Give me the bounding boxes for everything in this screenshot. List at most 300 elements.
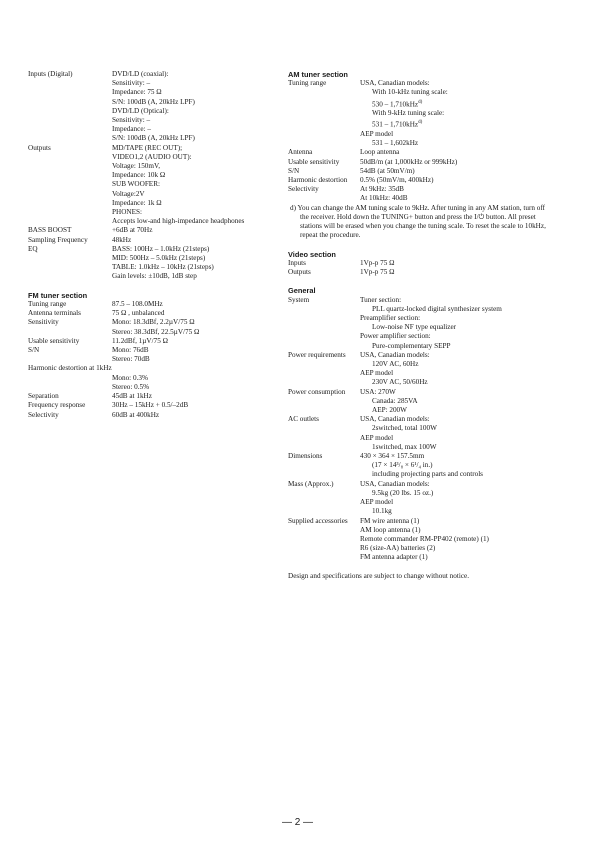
spec-label: Outputs [28, 143, 51, 152]
spec-value [112, 318, 195, 327]
spec-row [288, 167, 578, 176]
spec-label: Tuning range [28, 300, 67, 309]
spec-value-text: Impedance: 1k Ω [112, 198, 162, 207]
footnote-marker: d) [418, 99, 423, 105]
spec-row [28, 411, 268, 420]
spec-label [288, 406, 360, 415]
spec-row [288, 397, 578, 406]
spec-label: BASS BOOST [28, 226, 72, 235]
spec-value-text: S/N: 100dB (A, 20kHz LPF) [112, 134, 195, 143]
spec-value-text: SUB WOOFER: [112, 180, 160, 189]
spec-value-text: Impedance: 75 Ω [112, 88, 162, 97]
spec-label [28, 107, 112, 116]
spec-value-text: With 9-kHz tuning scale: [372, 109, 445, 118]
spec-value-text: Impedance: 10k Ω [112, 171, 166, 180]
spec-label: Supplied accessories [288, 516, 348, 525]
spec-value [112, 153, 192, 162]
spec-label [288, 130, 360, 139]
spec-value-text: Gain levels: ±10dB, 1dB step [112, 272, 197, 281]
section-title: General [288, 286, 316, 296]
spec-value [360, 507, 392, 516]
spec-value [360, 79, 430, 88]
spec-value [112, 300, 163, 309]
spec-label [288, 305, 360, 314]
spec-value [360, 424, 437, 433]
spec-value [112, 70, 168, 79]
spec-value [360, 360, 418, 369]
spec-row [28, 134, 268, 143]
spec-label: Sensitivity [28, 318, 59, 327]
spec-value-text: AEP model [360, 498, 394, 507]
spec-value-text: USA, Canadian models: [360, 479, 430, 488]
spec-row [288, 480, 578, 489]
spec-row [28, 272, 268, 281]
spec-row [288, 342, 578, 351]
spec-value-text: BASS: 100Hz – 1.0kHz (21steps) [112, 244, 210, 253]
spec-value [360, 332, 431, 341]
spec-value [360, 351, 430, 360]
spec-value [112, 236, 131, 245]
spec-row [28, 318, 268, 327]
spec-label: Harmonic destortion [288, 176, 348, 185]
spec-label [288, 109, 360, 118]
spec-value [112, 245, 209, 254]
spec-value-text: Accepts low-and high-impedance headphones [112, 217, 245, 226]
spec-value-text: Impedance: – [112, 125, 151, 134]
spec-label [28, 254, 112, 263]
spec-value-text: 530 – 1,710kHz [372, 100, 419, 108]
spec-value-text: 1switched, max 100W [372, 442, 437, 451]
spec-row [288, 461, 578, 470]
spec-label: Selectivity [28, 410, 59, 419]
spec-row [288, 360, 578, 369]
spec-label [288, 360, 360, 369]
spec-value [112, 171, 165, 180]
spec-row [28, 88, 268, 97]
spec-label [288, 342, 360, 351]
spec-value-text: 531 – 1,710kHz [372, 120, 419, 129]
spec-label [28, 190, 112, 199]
spec-value [360, 118, 422, 130]
spec-value [360, 296, 401, 305]
spec-value-text: 1Vp-p 75 Ω [360, 268, 395, 277]
spec-value [112, 190, 145, 199]
spec-row [28, 98, 268, 107]
spec-value [112, 180, 160, 189]
spec-value-text: 430 × 364 × 157.5mm [360, 452, 425, 461]
spec-row [288, 452, 578, 461]
spec-value-text: 54dB (at 50mV/m) [360, 166, 415, 175]
spec-row [288, 332, 578, 341]
spec-label [288, 553, 360, 562]
spec-row [288, 158, 578, 167]
spec-label: Frequency response [28, 401, 86, 410]
spec-label [28, 79, 112, 88]
spec-value [360, 434, 393, 443]
spec-value-text: 1Vp-p 75 Ω [360, 258, 395, 267]
spec-value-text: Mono: 18.3dBf, 2.2µV/75 Ω [112, 318, 195, 327]
spec-value [112, 328, 199, 337]
spec-label [288, 314, 360, 323]
spec-value-text: AEP model [360, 130, 394, 138]
spec-value [360, 489, 433, 498]
section-title: Video section [288, 249, 336, 259]
spec-value-text: Power amplifier section: [360, 332, 431, 341]
spec-row [28, 199, 268, 208]
spec-label: Power consumption [288, 387, 346, 396]
spec-row [28, 392, 268, 401]
spec-row [288, 176, 578, 185]
spec-row [288, 268, 578, 277]
spec-row [288, 507, 578, 516]
spec-label: Outputs [288, 268, 311, 277]
spec-value-text: Remote commander RM-PP402 (remote) (1) [360, 534, 489, 543]
spec-label: Inputs [288, 258, 306, 267]
spec-value-text: At 9kHz: 35dB [360, 185, 404, 194]
spec-value [112, 401, 188, 410]
spacer [288, 277, 578, 286]
spec-row [288, 369, 578, 378]
spec-value-text: VIDEO1,2 (AUDIO OUT): [112, 152, 192, 161]
spec-label [28, 328, 112, 337]
spec-column-left [28, 70, 268, 420]
spec-row [288, 378, 578, 387]
spec-value-text: MD/TAPE (REC OUT); [112, 143, 183, 152]
spec-label [28, 171, 112, 180]
spec-row [28, 162, 268, 171]
spec-column-right [288, 70, 578, 581]
spec-value-text: USA, Canadian models: [360, 79, 430, 88]
spec-value [360, 553, 428, 562]
spec-value-text: AEP: 200W [372, 406, 407, 415]
spec-value-text: Mono: 76dB [112, 346, 149, 355]
spec-value [360, 480, 430, 489]
spec-row [288, 434, 578, 443]
spec-value [360, 369, 393, 378]
spec-row [28, 337, 268, 346]
spec-label [28, 208, 112, 217]
spec-row [28, 236, 268, 245]
spec-row [288, 323, 578, 332]
spec-value [112, 116, 150, 125]
spec-row [288, 79, 578, 88]
spec-value-text: 230V AC, 50/60Hz [372, 378, 428, 387]
spec-row [288, 118, 578, 130]
spec-row [28, 79, 268, 88]
spec-value-text: 45dB at 1kHz [112, 392, 152, 401]
spec-label [288, 470, 360, 479]
spec-row [28, 144, 268, 153]
spec-row [288, 351, 578, 360]
spec-value-text: PHONES: [112, 208, 142, 217]
spec-label: AC outlets [288, 415, 319, 424]
spec-label: EQ [28, 244, 38, 253]
spec-value [112, 199, 162, 208]
spec-value [112, 144, 182, 153]
spec-row [28, 355, 268, 364]
spec-row [28, 383, 268, 392]
spec-label [28, 162, 112, 171]
spec-value [360, 342, 450, 351]
spec-row [288, 406, 578, 415]
spec-value-text: 531 – 1,602kHz [372, 139, 419, 148]
spec-row [288, 98, 578, 110]
spec-value-text: Mono: 0.3% [112, 373, 148, 382]
spec-row [288, 88, 578, 97]
spec-row [288, 305, 578, 314]
spec-label [28, 125, 112, 134]
spec-value-text: Sensitivity: – [112, 79, 151, 88]
spec-value-text: 9.5kg (20 lbs. 15 oz.) [372, 488, 434, 497]
spec-value [360, 185, 404, 194]
specs-disclaimer: Design and specifications are subject to change without notice. [288, 571, 470, 580]
spacer [28, 282, 268, 291]
spec-label: Antenna [288, 148, 313, 157]
spec-value [360, 323, 456, 332]
spec-value [360, 88, 448, 97]
spec-label [288, 323, 360, 332]
spec-row [28, 125, 268, 134]
spec-value [360, 461, 433, 470]
spec-row [28, 217, 268, 226]
spec-value-text: 50dB/m (at 1,000kHz or 999kHz) [360, 157, 458, 166]
spec-row [288, 314, 578, 323]
spec-value-text: Stereo: 38.3dBf, 22.5µV/75 Ω [112, 327, 200, 336]
spec-value [360, 443, 436, 452]
spec-value [360, 98, 422, 110]
spec-value [360, 517, 419, 526]
spec-value [112, 263, 214, 272]
spec-value [360, 415, 430, 424]
spec-label [288, 498, 360, 507]
spec-label [28, 88, 112, 97]
spec-label [28, 217, 112, 226]
spec-value-text: 10.1kg [372, 507, 392, 516]
spec-value-text: AEP model [360, 369, 394, 378]
spec-value [360, 268, 395, 277]
spec-value-text: Tuner section: [360, 295, 402, 304]
spec-value [112, 88, 162, 97]
spec-value [112, 226, 152, 235]
spec-row [28, 254, 268, 263]
spec-label [288, 118, 360, 130]
spec-row [28, 300, 268, 309]
spec-value [112, 346, 149, 355]
spec-value [360, 130, 393, 139]
spec-row [288, 109, 578, 118]
spec-value-text: 87.5 – 108.0MHz [112, 300, 163, 309]
spec-label [28, 153, 112, 162]
spec-value [112, 392, 152, 401]
spec-label [288, 526, 360, 535]
spec-value [360, 158, 457, 167]
spec-value-text: 30Hz – 15kHz + 0.5/–2dB [112, 401, 189, 410]
spec-row [288, 517, 578, 526]
spec-value [112, 107, 169, 116]
spec-value [360, 470, 483, 479]
spec-row [288, 535, 578, 544]
spec-value-text: 0.5% (50mV/m, 400kHz) [360, 176, 434, 185]
spec-label [28, 134, 112, 143]
spec-label: Dimensions [288, 452, 323, 461]
spec-row [28, 374, 268, 383]
spec-value-text: +6dB at 70Hz [112, 226, 153, 235]
spec-value-text: At 10kHz: 40dB [360, 194, 408, 203]
spec-value-text: 120V AC, 60Hz [372, 360, 419, 369]
spec-row [288, 296, 578, 305]
spec-label: Usable sensitivity [288, 157, 340, 166]
spec-value-text: S/N: 100dB (A, 20kHz LPF) [112, 97, 195, 106]
spec-row [28, 364, 268, 373]
spec-value [360, 544, 435, 553]
spec-value-text: 2switched, total 100W [372, 424, 437, 433]
spec-row [288, 130, 578, 139]
spec-row [28, 263, 268, 272]
spec-value-text: USA: 270W [360, 387, 396, 396]
spec-value [360, 388, 396, 397]
spec-value [360, 498, 393, 507]
footnote-d: d) You can change the AM tuning scale to 9kHz. After tuning in any AM station, turn off the receiver. Hold down the TUNING+ button and press the I/⏻ button. All preset stations will be erased when you change the tuning scale. To reset the scale to 10kHz, repeat the procedure. [290, 203, 546, 240]
spec-label [288, 369, 360, 378]
spec-label [28, 98, 112, 107]
spec-label: Antenna terminals [28, 309, 81, 318]
spec-value-text: (17 × 14³/₈ × 6¹/₄ in.) [372, 461, 433, 470]
spec-row [28, 309, 268, 318]
spec-row [288, 424, 578, 433]
spec-value [360, 452, 424, 461]
spec-value-text: 75 Ω , unbalanced [112, 309, 165, 318]
spec-value-text: Stereo: 70dB [112, 355, 150, 364]
spec-row [28, 171, 268, 180]
spec-value [360, 378, 428, 387]
spec-row [28, 153, 268, 162]
spec-label [288, 544, 360, 553]
spec-value-text: DVD/LD (Optical): [112, 106, 169, 115]
spec-value [112, 125, 151, 134]
spec-value-text: FM antenna adapter (1) [360, 553, 428, 562]
spec-value-text: MID: 500Hz – 5.0kHz (21steps) [112, 254, 206, 263]
section-title: FM tuner section [28, 290, 88, 300]
spec-value [112, 208, 142, 217]
spec-row [28, 107, 268, 116]
spec-label [28, 263, 112, 272]
spacer [288, 563, 578, 572]
spec-row [288, 185, 578, 194]
spec-value-text: USA, Canadian models: [360, 350, 430, 359]
spec-label [28, 272, 112, 281]
spec-value [360, 109, 444, 118]
spec-label: Selectivity [288, 185, 319, 194]
spec-value-text: Loop antenna [360, 148, 400, 157]
spec-label [28, 180, 112, 189]
spec-row [28, 116, 268, 125]
spacer [288, 240, 578, 249]
spec-value [360, 259, 395, 268]
spec-row [288, 553, 578, 562]
spec-row [288, 526, 578, 535]
spec-value [112, 355, 150, 364]
spec-value [360, 305, 502, 314]
spec-row [288, 415, 578, 424]
spec-row [288, 443, 578, 452]
spec-value [112, 374, 148, 383]
spec-value-text: FM wire antenna (1) [360, 516, 420, 525]
spec-row [28, 226, 268, 235]
spec-row [288, 194, 578, 203]
footnote-marker: d) [418, 120, 423, 126]
spec-value [360, 194, 408, 203]
spec-label [288, 489, 360, 498]
spec-label: System [288, 295, 310, 304]
spec-value-text: Low-noise NF type equalizer [372, 323, 457, 332]
spec-value-text: 48kHz [112, 235, 132, 244]
spec-label: Harmonic destortion at 1kHz [28, 364, 112, 373]
spec-value [112, 217, 244, 226]
spec-label [288, 98, 360, 110]
spec-label [28, 199, 112, 208]
spec-row [28, 180, 268, 189]
spec-value [360, 139, 418, 148]
spec-value-text: PLL quartz-locked digital synthesizer system [372, 304, 502, 313]
spec-value-text: 11.2dBf, 1µV/75 Ω [112, 336, 168, 345]
spec-label [288, 139, 360, 148]
spec-label [288, 535, 360, 544]
spec-label: S/N [288, 166, 300, 175]
spec-value [360, 406, 407, 415]
spec-label [28, 116, 112, 125]
spec-label [288, 443, 360, 452]
spec-value [360, 314, 420, 323]
section-title: AM tuner section [288, 70, 348, 79]
spec-label: Separation [28, 392, 59, 401]
spec-label: Mass (Approx.) [288, 479, 334, 488]
spec-value-text: including projecting parts and controls [372, 470, 483, 479]
spec-row [28, 208, 268, 217]
spec-label [288, 194, 360, 203]
spec-value [360, 535, 489, 544]
spec-value [112, 411, 159, 420]
spec-label [288, 434, 360, 443]
page-number: — 2 — [281, 817, 314, 828]
spec-value-text: Stereo: 0.5% [112, 382, 150, 391]
spec-row [28, 346, 268, 355]
spec-value [112, 134, 195, 143]
spec-label [288, 397, 360, 406]
spec-value [112, 383, 149, 392]
spec-value-text: Preamplifier section: [360, 314, 421, 323]
spec-label [288, 461, 360, 470]
spec-value [360, 526, 420, 535]
spec-label: Tuning range [288, 79, 327, 88]
spec-label [288, 424, 360, 433]
spec-row [288, 259, 578, 268]
spec-value-text: DVD/LD (coaxial): [112, 70, 169, 78]
spec-value [112, 272, 197, 281]
spec-row [28, 70, 268, 79]
spec-value [112, 254, 205, 263]
spec-label: S/N [28, 346, 40, 355]
spec-value [112, 337, 168, 346]
spec-value-text: Canada: 285VA [372, 396, 418, 405]
spec-value-text: With 10-kHz tuning scale: [372, 88, 448, 97]
spec-value [360, 176, 433, 185]
spec-row [288, 498, 578, 507]
spec-value [112, 162, 160, 171]
spec-row [28, 401, 268, 410]
spec-label [288, 507, 360, 516]
spec-value-text: TABLE: 1.0kHz – 10kHz (21steps) [112, 263, 214, 272]
spec-row [288, 544, 578, 553]
